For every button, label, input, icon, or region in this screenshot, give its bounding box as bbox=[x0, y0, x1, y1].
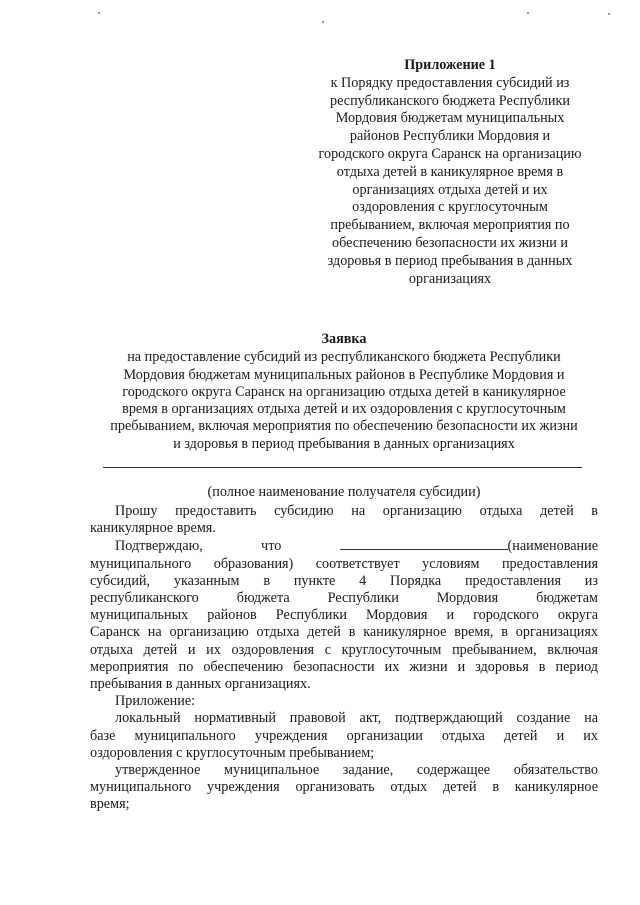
attachment-item-line: оздоровления с круглосуточным пребыванием; bbox=[90, 744, 375, 761]
annex-line: городского округа Саранск на организацию bbox=[318, 145, 582, 162]
confirm-placeholder-label: (наименование bbox=[507, 538, 598, 555]
recipient-name-underline[interactable] bbox=[103, 467, 582, 468]
scan-speck bbox=[608, 13, 610, 15]
application-subtitle-line: Мордовия бюджетам муниципальных районов в Республике Мордовия и bbox=[123, 366, 565, 383]
annex-line: обеспечению безопасности их жизни и bbox=[332, 234, 568, 251]
request-paragraph-line: Прошу предоставить субсидию на организацию отдыха детей в bbox=[115, 503, 598, 519]
attachment-item-line: базе муниципального учреждения организации отдыха детей и их bbox=[90, 727, 598, 744]
annex-line: отдыха детей в каникулярное время в bbox=[336, 163, 564, 180]
application-subtitle-line: на предоставление субсидий из республиканского бюджета Республики bbox=[127, 349, 561, 366]
municipality-name-blank[interactable] bbox=[340, 537, 508, 550]
application-body bbox=[90, 503, 598, 814]
annex-line: к Порядку предоставления субсидий из bbox=[330, 74, 570, 91]
confirm-paragraph-line: Саранск на организацию отдыха детей в каникулярное время, в организациях bbox=[90, 624, 598, 641]
confirm-paragraph-line: муниципальных районов Республики Мордовия и городского округа bbox=[90, 607, 598, 624]
confirm-paragraph-line: отдыха детей и их оздоровления с круглосуточным пребыванием, включая bbox=[90, 641, 598, 658]
scan-speck bbox=[98, 12, 100, 14]
scan-speck bbox=[527, 12, 529, 14]
application-subtitle-line: пребыванием, включая мероприятия по обеспечению безопасности их жизни bbox=[110, 418, 578, 435]
annex-header bbox=[300, 57, 600, 288]
recipient-caption: (полное наименование получателя субсидии) bbox=[207, 484, 481, 500]
confirm-paragraph-line: субсидий, указанным в пункте 4 Порядка предоставления из bbox=[90, 572, 598, 589]
annex-line: Мордовия бюджетам муниципальных bbox=[335, 110, 565, 127]
attachment-item-line: время; bbox=[90, 796, 130, 813]
annex-line: организациях отдыха детей и их bbox=[352, 181, 548, 198]
confirm-paragraph-line: пребывания в данных организациях. bbox=[90, 676, 311, 693]
annex-line: организациях bbox=[408, 270, 492, 287]
attachment-item-line: утвержденное муниципальное задание, содержащее обязательство bbox=[115, 762, 598, 779]
confirm-paragraph-first-line bbox=[90, 537, 598, 555]
annex-line: республиканского бюджета Республики bbox=[330, 92, 570, 109]
confirm-paragraph-line: мероприятия по обеспечению безопасности их жизни и здоровья в период bbox=[90, 658, 598, 675]
confirm-paragraph-line: муниципального образования) соответствует условиям предоставления bbox=[90, 555, 598, 572]
confirm-lead: Подтверждаю, что bbox=[115, 538, 282, 555]
annex-line: оздоровления с круглосуточным bbox=[352, 199, 548, 216]
scan-speck bbox=[322, 21, 324, 23]
application-heading bbox=[90, 331, 598, 453]
attachment-item-line: локальный нормативный правовой акт, подтверждающий создание на bbox=[115, 710, 598, 727]
attachments-label: Приложение: bbox=[115, 693, 196, 710]
attachment-item-line: муниципального учреждения организовать отдых детей в каникулярное bbox=[90, 779, 598, 796]
annex-title: Приложение 1 bbox=[404, 57, 496, 73]
request-paragraph-line: каникулярное время. bbox=[90, 520, 216, 537]
application-title: Заявка bbox=[321, 331, 367, 347]
annex-line: пребыванием, включая мероприятия по bbox=[330, 217, 570, 234]
confirm-paragraph-line: республиканского бюджета Республики Мордовия бюджетам bbox=[90, 590, 598, 607]
application-subtitle-line: время в организациях отдыха детей и их оздоровления с круглосуточным bbox=[122, 401, 566, 418]
application-subtitle-line: и здоровья в период пребывания в данных организациях bbox=[173, 435, 515, 452]
annex-line: районов Республики Мордовия и bbox=[349, 128, 551, 145]
annex-line: здоровья в период пребывания в данных bbox=[327, 252, 573, 269]
application-subtitle-line: городского округа Саранск на организацию отдыха детей в каникулярное bbox=[122, 383, 566, 400]
